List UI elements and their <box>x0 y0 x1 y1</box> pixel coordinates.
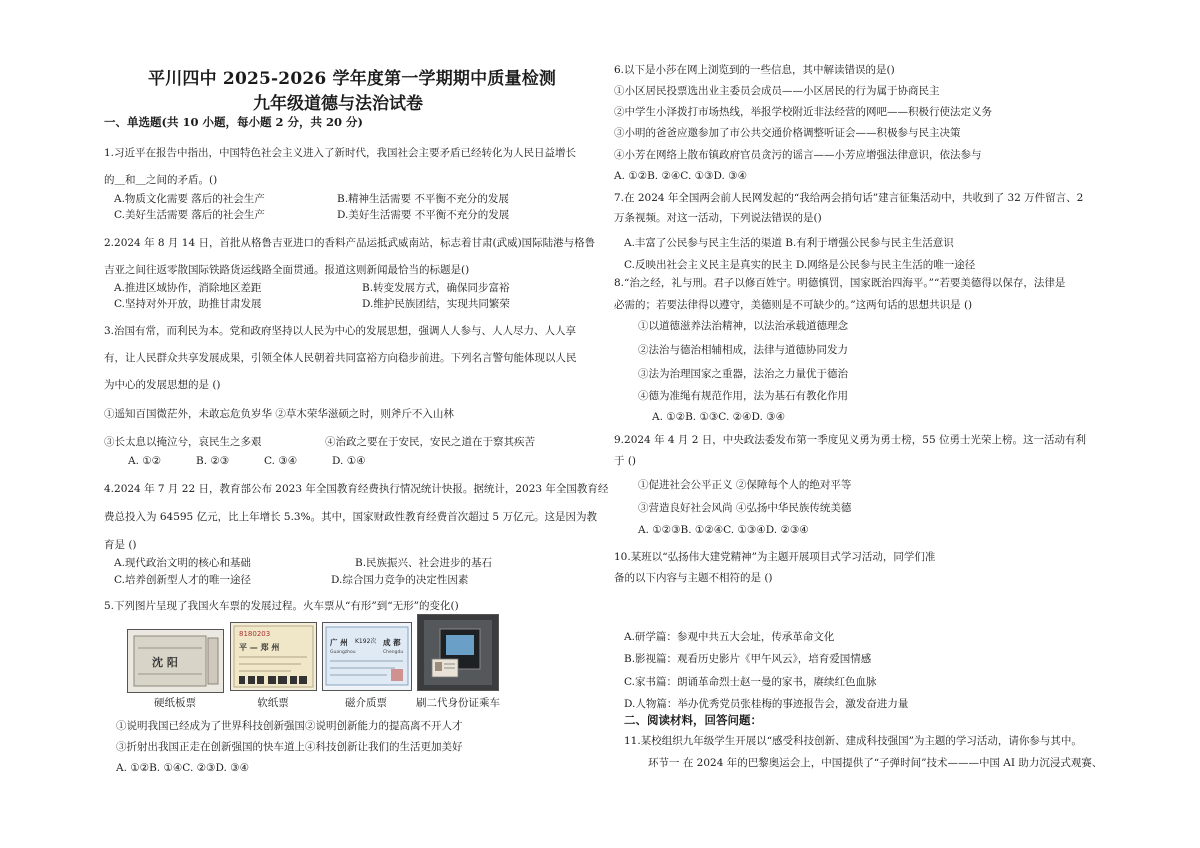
q3-stem-line2: 有，让人民群众共享发展成果，引领全体人民朝着共同富裕方向稳步前进。下列名言警句能体现以人民 <box>104 352 577 364</box>
q4-option-b: B.民族振兴、社会进步的基石 <box>355 557 493 569</box>
q9-stem-line2: 于 () <box>614 455 637 467</box>
q2-option-b: B.转变发展方式，确保同步富裕 <box>362 282 510 294</box>
q9-choices: A. ①②③B. ①②④C. ①③④D. ②③④ <box>638 524 809 536</box>
exam-subtitle: 九年级道德与法治试卷 <box>253 94 423 114</box>
q8-statement-1: ①以道德滋养法治精神，以法治承载道德理念 <box>638 320 848 332</box>
q6-statement-3: ③小明的爸爸应邀参加了市公共交通价格调整听证会——积极参与民主决策 <box>614 127 961 139</box>
q3-statement-3: ③长太息以掩泣兮，哀民生之多艰 <box>104 436 262 448</box>
q8-stem-line2: 必需的；若要法律得以遵守，美德则是不可缺少的。”这两句话的思想共识是 () <box>614 299 973 311</box>
q3-stem-line3: 为中心的发展思想的是 () <box>104 379 221 391</box>
caption-id-card: 刷二代身份证乘车 <box>416 697 500 709</box>
q6-statement-1: ①小区居民投票选出业主委员会成员——小区居民的行为属于协商民主 <box>614 85 940 97</box>
ticket3-en-from: Guangzhou <box>330 650 356 655</box>
q1-option-b: B.精神生活需要 不平衡不充分的发展 <box>337 193 509 205</box>
q4-stem-line2: 费总投入为 64595 亿元，比上年增长 5.3%。其中，国家财政性教育经费首次超过 5 万亿元。这是因为教 <box>104 511 597 523</box>
q2-option-a: A.推进区域协作，消除地区差距 <box>114 282 262 294</box>
q11-stem-line2: 环节一 在 2024 年的巴黎奥运会上，中国提供了“子弹时间”技术———中国 AI 助力沉浸式观赛、 <box>648 757 1103 769</box>
q2-stem-line1: 2.2024 年 8 月 14 日，首批从格鲁吉亚进口的香料产品运抵武威南站，标志着甘肃(武威)国际陆港与格鲁 <box>104 237 596 249</box>
q5-statements-1-2: ①说明我国已经成为了世界科技创新强国②说明创新能力的提高离不开人才 <box>116 720 463 732</box>
caption-magnetic-ticket: 磁介质票 <box>345 697 387 709</box>
q3-choice-a: A. ①② <box>128 455 162 467</box>
q4-option-c: C.培养创新型人才的唯一途径 <box>114 574 251 586</box>
q2-stem-line2: 吉亚之间往返零散国际铁路货运线路全面贯通。报道这则新闻最恰当的标题是() <box>104 264 470 276</box>
caption-soft-paper-ticket: 软纸票 <box>257 697 289 709</box>
q2-option-d: D.维护民族团结，实现共同繁荣 <box>362 298 510 310</box>
q2-option-c: C.坚持对外开放，助推甘肃发展 <box>114 298 262 310</box>
q5-stem: 5.下列图片呈现了我国火车票的发展过程。火车票从“有形”到“无形”的变化() <box>104 600 459 612</box>
q1-option-d: D.美好生活需要 不平衡不充分的发展 <box>337 209 510 221</box>
q8-statement-4: ④德为准绳有规范作用，法为基石有教化作用 <box>638 390 848 402</box>
q6-statement-4: ④小芳在网络上散布镇政府官员贪污的谣言——小芳应增强法律意识，依法参与 <box>614 149 982 161</box>
q10-stem-line2: 备的以下内容与主题不相符的是 () <box>614 572 773 584</box>
q10-stem-line1: 10.某班以“弘扬伟大建党精神”为主题开展项目式学习活动，同学们准 <box>614 551 936 563</box>
q4-option-d: D.综合国力竞争的决定性因素 <box>331 574 469 586</box>
q3-choice-b: B. ②③ <box>196 455 230 467</box>
q6-statement-2: ②中学生小泽拨打市场热线，举报学校附近非法经营的网吧——积极行使法定义务 <box>614 106 992 118</box>
q11-stem-line1: 11.某校组织九年级学生开展以“感受科技创新、建成科技强国”为主题的学习活动，请你参与其中。 <box>624 735 1082 747</box>
q3-statements-1-2: ①遥知百国微茫外，未敢忘危负岁华 ②草木荣华滋硕之时，则斧斤不入山林 <box>104 408 454 420</box>
q4-stem-line3: 育是 () <box>104 539 137 551</box>
magnetic-ticket-photo <box>322 622 412 691</box>
q8-statement-3: ③法为治理国家之重器，法治之力量优于德治 <box>638 368 848 380</box>
q8-choices: A. ①②B. ①③C. ②④D. ③④ <box>652 411 786 423</box>
q3-choice-c: C. ③④ <box>264 455 298 467</box>
q4-stem-line1: 4.2024 年 7 月 22 日，教育部公布 2023 年全国教育经费执行情况统计快报。据统计，2023 年全国教育经 <box>104 483 609 495</box>
caption-hard-paper-ticket: 硬纸板票 <box>154 697 196 709</box>
q7-stem-line2: 万条视频。对这一活动，下列说法错误的是() <box>614 212 822 224</box>
q9-statements-1-2: ①促进社会公平正义 ②保障每个人的绝对平等 <box>638 479 852 491</box>
q5-choices: A. ①②B. ①④C. ②③D. ③④ <box>116 762 250 774</box>
section2-heading: 二、阅读材料，回答问题： <box>624 713 762 727</box>
ticket3-to: 成 都 <box>383 638 401 647</box>
q7-options-a-b: A.丰富了公民参与民主生活的渠道 B.有利于增强公民参与民主生活意识 <box>624 237 954 249</box>
ticket2-route: 平 — 郑 州 <box>239 643 280 652</box>
section1-heading: 一、单选题(共 10 小题，每小题 2 分，共 20 分) <box>104 115 363 129</box>
q7-stem-line1: 7.在 2024 年全国两会前人民网发起的“我给两会捎句话”建言征集活动中，共收到了 32 万件留言、2 <box>614 192 1084 204</box>
id-card-gate-image <box>418 615 498 690</box>
q1-stem-line2: 的＿和＿之间的矛盾。() <box>104 174 218 186</box>
q8-statement-2: ②法治与德治相辅相成，法律与道德协同发力 <box>638 344 848 356</box>
q8-stem-line1: 8.“治之经，礼与刑。君子以修百姓宁。明德慎罚，国家既治四海平。”“若要美德得以保存，法律是 <box>614 277 1066 289</box>
q1-option-a: A.物质文化需要 落后的社会生产 <box>114 193 265 205</box>
q10-option-b: B.影视篇：观看历史影片《甲午风云》，培育爱国情感 <box>624 653 872 665</box>
q9-stem-line1: 9.2024 年 4 月 2 日，中央政法委发布第一季度见义勇为勇士榜，55 位勇士光荣上榜。这一活动有利 <box>614 434 1086 446</box>
q4-option-a: A.现代政治文明的核心和基础 <box>114 557 251 569</box>
ticket3-from: 广 州 <box>330 638 348 647</box>
q6-stem: 6.以下是小莎在网上浏览到的一些信息，其中解读错误的是() <box>614 64 895 76</box>
id-card-gate-photo <box>417 614 499 691</box>
q3-choice-d: D. ①④ <box>332 455 366 467</box>
q6-choices: A. ①②B. ②④C. ①③D. ③④ <box>614 170 748 182</box>
hard-paper-ticket-photo <box>127 629 224 693</box>
ticket3-en-to: Chengdu <box>383 650 404 655</box>
q10-option-c: C.家书篇：朗诵革命烈士赵一曼的家书，赓续红色血脉 <box>624 676 877 688</box>
ticket1-station: 沈 阳 <box>152 656 178 669</box>
soft-paper-ticket-image <box>231 623 316 690</box>
q1-stem-line1: 1.习近平在报告中指出，中国特色社会主义进入了新时代，我国社会主要矛盾已经转化为人民日益增长 <box>104 147 577 159</box>
q3-statement-4: ④治政之要在于安民，安民之道在于察其疾苦 <box>325 436 535 448</box>
q1-option-c: C.美好生活需要 落后的社会生产 <box>114 209 265 221</box>
magnetic-ticket-image <box>323 623 411 690</box>
q3-stem-line1: 3.治国有常，而利民为本。党和政府坚持以人民为中心的发展思想，强调人人参与、人人尽力、人人享 <box>104 325 577 337</box>
ticket3-train: K192次 <box>355 638 377 645</box>
q7-options-c-d: C.反映出社会主义民主是真实的民主 D.网络是公民参与民主生活的唯一途径 <box>624 259 976 271</box>
q10-option-a: A.研学篇：参观中共五大会址，传承革命文化 <box>624 631 835 643</box>
hard-paper-ticket-image <box>128 630 223 692</box>
ticket2-number: 8180203 <box>239 630 271 638</box>
exam-title: 平川四中 2025-2026 学年度第一学期期中质量检测 <box>148 69 557 89</box>
q9-statements-3-4: ③营造良好社会风尚 ④弘扬中华民族传统美德 <box>638 502 852 514</box>
q5-statements-3-4: ③折射出我国正走在创新强国的快车道上④科技创新让我们的生活更加美好 <box>116 741 463 753</box>
soft-paper-ticket-photo <box>230 622 317 691</box>
q10-option-d: D.人物篇：举办优秀党员张桂梅的事迹报告会，激发奋进力量 <box>624 698 909 710</box>
